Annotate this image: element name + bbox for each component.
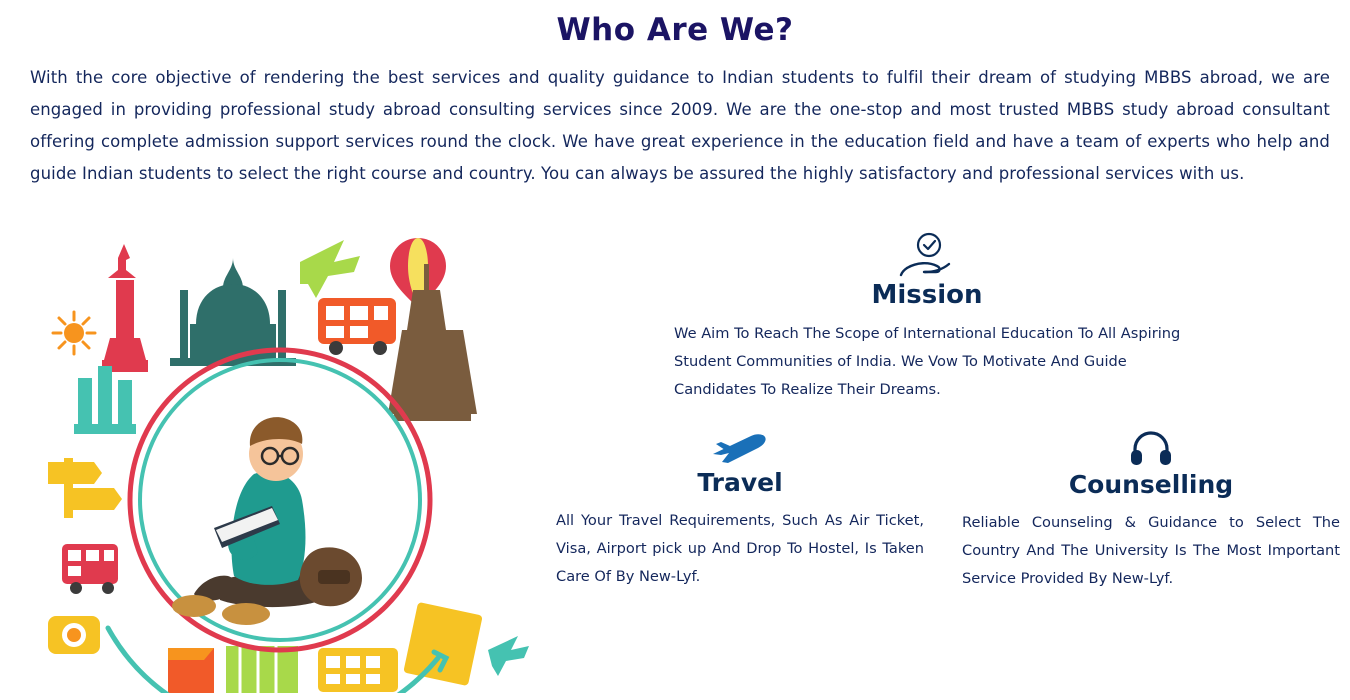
airplane-icon [556, 432, 924, 466]
london-bus-icon [62, 544, 118, 594]
page-title: Who Are We? [556, 12, 794, 48]
airplane-icon-right [488, 636, 529, 676]
intro-paragraph: With the core objective of rendering the best services and quality guidance to Indian students to fulfil their dream of studying MBBS abroad, we are engaged in providing professional study abroad consulting services since 2009. We are the one-stop and most trusted MBBS study abroad consultant offering complete admission support services round the clock. We have great experience in the education field and have a team of experts who help and guide Indian students to select the right course and country. You can always be assured the highly satisfactory and professional services with us. [30, 68, 1330, 183]
bus-icon [318, 298, 396, 355]
feature-body: All Your Travel Requirements, Such As Air Ticket, Visa, Airport pick up And Drop To Hostel, Is Taken Care Of By New-Lyf. [556, 512, 924, 585]
signpost-icon [48, 458, 122, 518]
student-globe-illustration [18, 228, 538, 693]
sun-icon [53, 312, 95, 354]
statue-of-liberty-icon [102, 244, 148, 372]
feature-body: Reliable Counseling & Guidance to Select The Country And The University Is The Most Important Service Provided By New-Lyf. [962, 514, 1340, 587]
film-strip-icon [318, 648, 398, 692]
book-icon [168, 648, 214, 693]
feature-title: Counselling [1068, 470, 1234, 499]
notebook-icon [403, 602, 483, 686]
feature-counselling [962, 428, 1340, 593]
feature-travel [556, 432, 924, 591]
feature-body: We Aim To Reach The Scope of International Education To All Aspiring Student Communities of India. We Vow To Motivate And Guide Candidates To Realize Their Dreams. [674, 325, 1181, 398]
feature-title: Mission [871, 280, 983, 310]
suitcase-icon [226, 646, 298, 693]
feature-title: Travel [697, 468, 783, 497]
great-wall-icon [74, 366, 136, 434]
airplane-icon-top [300, 240, 360, 298]
feature-mission [662, 232, 1192, 404]
headset-icon [962, 428, 1340, 468]
camera-icon [48, 616, 100, 654]
hand-holding-check-icon [662, 232, 1192, 278]
